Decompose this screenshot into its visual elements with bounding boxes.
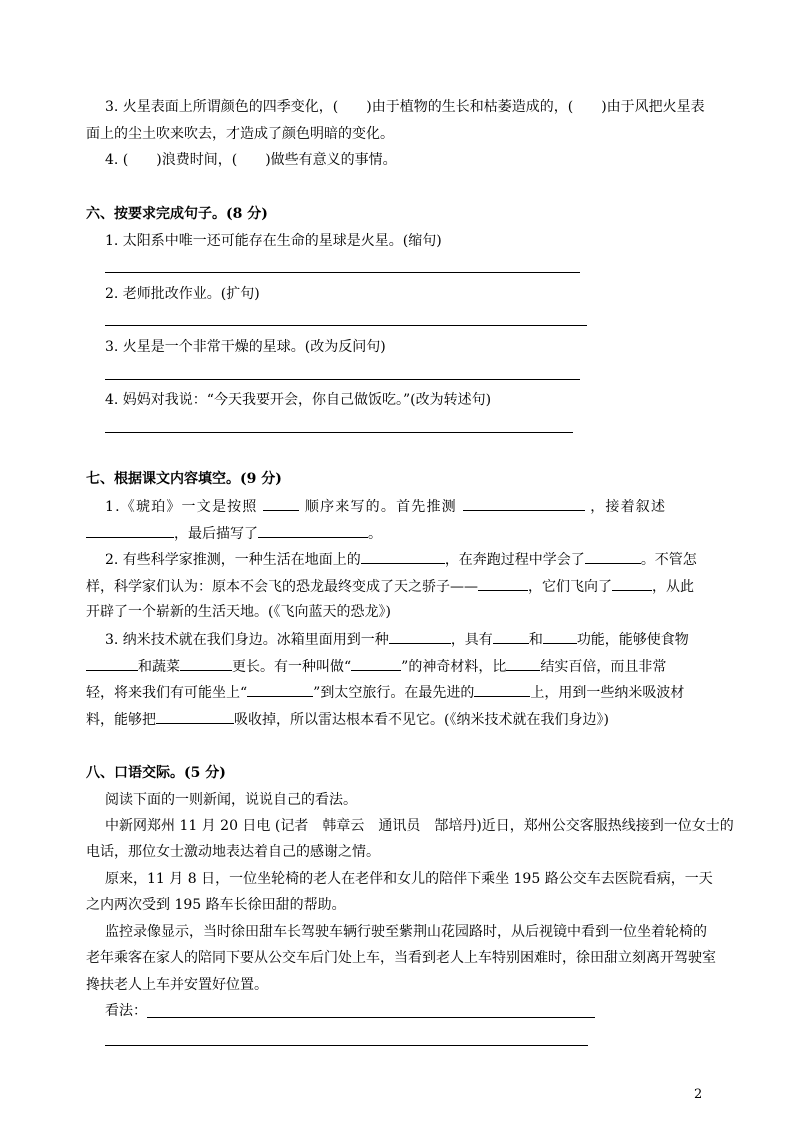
s7-text: 1.《琥珀》一文是按照 (105, 499, 258, 515)
s7-text: ”的神奇材料，比 (401, 659, 507, 675)
s6-item4: 4. 妈妈对我说：“今天我要开会，你自己做饭吃。”(改为转述句) (105, 392, 492, 408)
s7-text: 和 (528, 632, 543, 648)
fill-blank[interactable] (506, 656, 540, 671)
news-p2-line2: 电话，那位女士激动地表达着自己的感谢之情。 (86, 844, 380, 860)
s7-text: 。不管怎 (640, 552, 697, 568)
news-p4-line1: 监控录像显示，当时徐田甜车长驾驶车辆行驶至紫荆山花园路时，从后视镜中看到一位坐着轮椅的 (105, 924, 707, 940)
s7-text: ，在奔跑过程中学会了 (444, 552, 585, 568)
s7-text: ，从此 (652, 579, 694, 595)
s6-item1: 1. 太阳系中唯一还可能存在生命的星球是火星。(缩句) (105, 233, 442, 249)
s7-text: 和蔬菜 (138, 659, 180, 675)
s7-item2-line1 (105, 549, 697, 570)
news-p3-line2: 之内两次受到 195 路车长徐田甜的帮助。 (86, 897, 346, 913)
s6-item3: 3. 火星是一个非常干燥的星球。(改为反问句) (105, 339, 386, 355)
s7-item3-line3 (86, 682, 684, 703)
s7-text: 结实百倍，而且非常 (540, 659, 667, 675)
fill-blank[interactable] (478, 576, 528, 591)
q5-item3-line1: 3. 火星表面上所谓颜色的四季变化，( )由于植物的生长和枯萎造成的，( )由于风把火星表 (105, 99, 705, 115)
q5-item3-line2: 面上的尘土吹来吹去，才造成了颜色明暗的变化。 (86, 126, 394, 142)
news-p3-line1: 原来，11 月 8 日，一位坐轮椅的老人在老伴和女儿的陪伴下乘坐 195 路公交车去医院看病，一天 (105, 871, 713, 887)
fill-blank[interactable] (585, 549, 641, 564)
fill-blank[interactable] (463, 496, 585, 511)
view-answer-line[interactable] (147, 1017, 595, 1018)
s7-text: 功能，能够使食物 (576, 632, 689, 648)
fill-blank[interactable] (361, 549, 445, 564)
s7-text: 吸收掉，所以雷达根本看不见它。(《纳米技术就在我们身边》) (234, 712, 609, 728)
fill-blank[interactable] (86, 656, 138, 671)
fill-blank[interactable] (351, 656, 401, 671)
section6-heading: 六、按要求完成句子。(8 分) (86, 206, 268, 222)
fill-blank[interactable] (493, 629, 529, 644)
answer-line[interactable] (105, 379, 580, 380)
view-label: 看法： (105, 1003, 147, 1019)
s7-text: 轻，将来我们有可能坐上“ (86, 685, 248, 701)
s6-item2: 2. 老师批改作业。(扩句) (105, 286, 260, 302)
s7-text: 料，能够把 (86, 712, 156, 728)
s7-item3-line4 (86, 709, 609, 730)
fill-blank[interactable] (156, 709, 234, 724)
news-p2-line1: 中新网郑州 11 月 20 日电 (记者 韩章云 通讯员 郜培丹)近日，郑州公交客服热线接到一位女士的 (105, 818, 734, 834)
s7-item1-line2 (86, 523, 382, 544)
s7-item1-line1 (105, 496, 666, 517)
s7-text: 。 (368, 526, 382, 542)
answer-line[interactable] (105, 272, 580, 273)
answer-line[interactable] (105, 325, 587, 326)
s7-text: 更长。有一种叫做“ (232, 659, 352, 675)
s7-text: 样，科学家们认为：原本不会飞的恐龙最终变成了天之骄子—— (86, 579, 478, 595)
fill-blank[interactable] (258, 523, 368, 538)
news-p4-line2: 老年乘客在家人的陪同下要从公交车后门处上车，当看到老人上车特别困难时，徐田甜立刻离开驾驶室 (86, 950, 716, 966)
s7-text: ，具有 (450, 632, 493, 648)
fill-blank[interactable] (263, 496, 299, 511)
s8-intro: 阅读下面的一则新闻，说说自己的看法。 (105, 792, 357, 808)
s7-item2-line2 (86, 576, 694, 597)
s7-item3-line2 (86, 656, 666, 677)
fill-blank[interactable] (86, 523, 174, 538)
s7-text: ”到太空旅行。在最先进的 (313, 685, 475, 701)
view-answer-line[interactable] (105, 1045, 588, 1046)
s7-text: 上，用到一些纳米吸波材 (530, 685, 685, 701)
s7-text: ，它们飞向了 (528, 579, 612, 595)
s7-item3-line1 (105, 629, 689, 650)
page-number: 2 (694, 1087, 703, 1102)
fill-blank[interactable] (543, 629, 577, 644)
s7-text: 2. 有些科学家推测，一种生活在地面上的 (105, 552, 361, 568)
s7-text: 3. 纳米技术就在我们身边。冰箱里面用到一种 (105, 632, 389, 648)
fill-blank[interactable] (474, 682, 530, 697)
s7-text: 顺序来写的。首先推测 (304, 499, 457, 515)
q5-item4: 4. ( )浪费时间，( )做些有意义的事情。 (105, 152, 397, 168)
section8-heading: 八、口语交际。(5 分) (86, 765, 226, 781)
fill-blank[interactable] (612, 576, 652, 591)
news-p4-line3: 搀扶老人上车并安置好位置。 (86, 977, 268, 993)
s7-text: ，最后描写了 (174, 526, 258, 542)
s7-item2-line3: 开辟了一个崭新的生活天地。(《飞向蓝天的恐龙》) (86, 604, 391, 620)
fill-blank[interactable] (247, 682, 313, 697)
answer-line[interactable] (105, 432, 573, 433)
fill-blank[interactable] (389, 629, 451, 644)
fill-blank[interactable] (180, 656, 232, 671)
section7-heading: 七、根据课文内容填空。(9 分) (86, 471, 282, 487)
s7-text: ，接着叙述 (590, 499, 667, 515)
